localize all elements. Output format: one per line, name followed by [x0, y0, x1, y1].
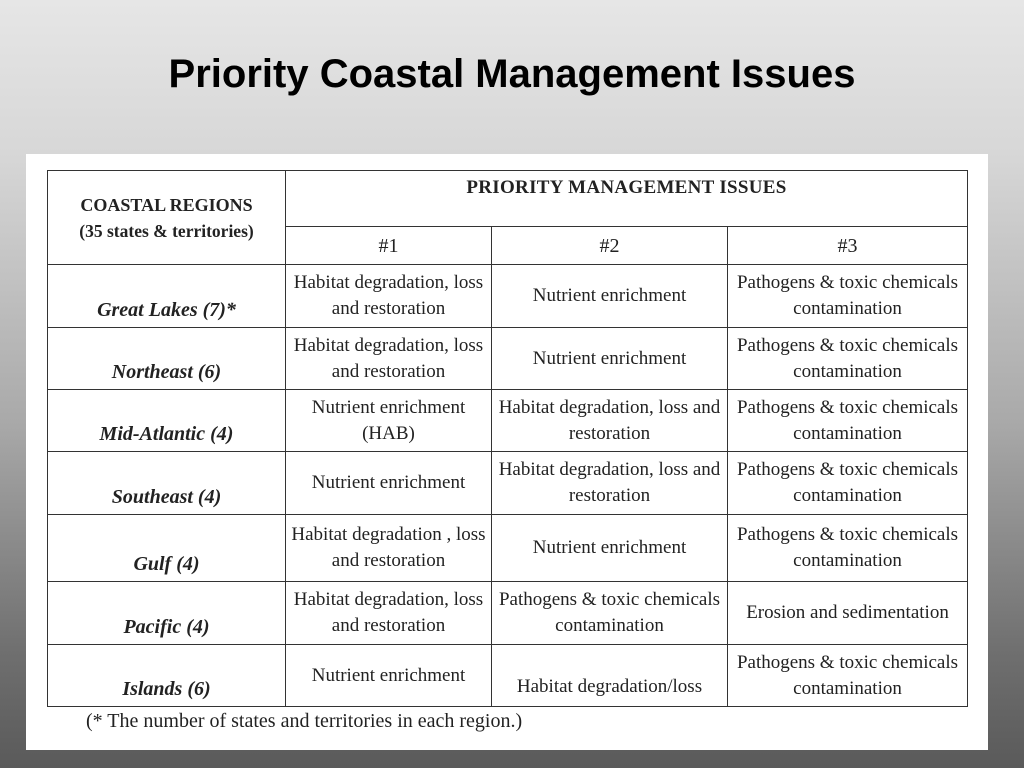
issue-cell: Habitat degradation, loss and restoration — [286, 328, 492, 390]
rank-header-3: #3 — [728, 227, 968, 265]
issue-cell: Nutrient enrichment (HAB) — [286, 390, 492, 452]
issue-cell: Habitat degradation, loss and restoration — [286, 265, 492, 328]
issue-cell: Nutrient enrichment — [492, 328, 728, 390]
priority-issues-table — [47, 170, 968, 707]
table-row — [48, 515, 968, 582]
table-row — [48, 452, 968, 515]
issue-cell: Pathogens & toxic chemicals contamination — [728, 265, 968, 328]
table-row — [48, 328, 968, 390]
issue-cell: Habitat degradation , loss and restoration — [286, 515, 492, 582]
footnote: (* The number of states and territories in each region.) — [86, 710, 523, 732]
issue-cell: Nutrient enrichment — [286, 645, 492, 707]
region-cell: Southeast (4) — [48, 452, 286, 515]
issue-cell: Pathogens & toxic chemicals contamination — [728, 390, 968, 452]
issue-cell: Habitat degradation/loss — [492, 645, 728, 707]
issue-cell: Pathogens & toxic chemicals contamination — [728, 328, 968, 390]
rank-header-2: #2 — [492, 227, 728, 265]
slide-title: Priority Coastal Management Issues — [168, 52, 856, 96]
table-row — [48, 265, 968, 328]
region-cell: Islands (6) — [48, 645, 286, 707]
region-cell: Gulf (4) — [48, 515, 286, 582]
issue-cell: Erosion and sedimentation — [728, 582, 968, 645]
priority-issues-header: PRIORITY MANAGEMENT ISSUES — [286, 171, 968, 227]
rank-header-1: #1 — [286, 227, 492, 265]
issue-cell: Pathogens & toxic chemicals contamination — [728, 645, 968, 707]
issue-cell: Pathogens & toxic chemicals contamination — [728, 515, 968, 582]
issue-cell: Pathogens & toxic chemicals contamination — [728, 452, 968, 515]
table-row — [48, 645, 968, 707]
issue-cell: Nutrient enrichment — [492, 515, 728, 582]
table-panel — [26, 154, 988, 750]
coastal-regions-header-title: COASTAL REGIONS — [80, 194, 253, 215]
coastal-regions-header-subtitle: (35 states & territories) — [79, 220, 254, 241]
issue-cell: Habitat degradation, loss and restoration — [492, 452, 728, 515]
region-cell: Northeast (6) — [48, 328, 286, 390]
coastal-regions-header — [48, 171, 286, 265]
table-row — [48, 582, 968, 645]
region-cell: Mid-Atlantic (4) — [48, 390, 286, 452]
issue-cell: Habitat degradation, loss and restoration — [492, 390, 728, 452]
issue-cell: Nutrient enrichment — [492, 265, 728, 328]
region-cell: Pacific (4) — [48, 582, 286, 645]
issue-cell: Pathogens & toxic chemicals contamination — [492, 582, 728, 645]
issue-cell: Habitat degradation, loss and restoration — [286, 582, 492, 645]
issue-cell: Nutrient enrichment — [286, 452, 492, 515]
table-row — [48, 390, 968, 452]
region-cell: Great Lakes (7)* — [48, 265, 286, 328]
